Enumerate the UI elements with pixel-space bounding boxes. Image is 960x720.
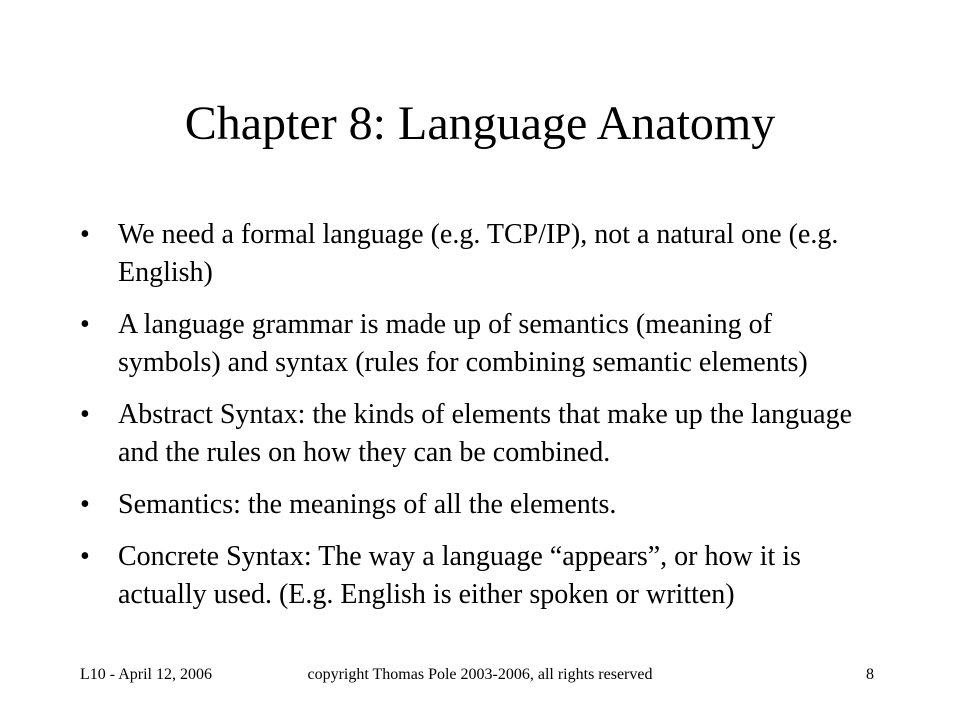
bullet-icon: • (80, 399, 90, 430)
bullet-icon: • (80, 219, 90, 250)
slide-title: Chapter 8: Language Anatomy (184, 97, 776, 150)
footer-page-number: 8 (866, 666, 874, 683)
bullet-text: Abstract Syntax: the kinds of elements that make up the language and the rules on how they can be combined. (118, 399, 853, 468)
bullet-text: Concrete Syntax: The way a language “appears”, or how it is actually used. (E.g. English is either spoken or written) (118, 541, 801, 610)
bullet-item (72, 216, 872, 292)
bullet-text: A language grammar is made up of semantics (meaning of symbols) and syntax (rules for combining semantic elements) (118, 309, 808, 378)
bullet-list (72, 216, 872, 628)
bullet-icon: • (80, 541, 90, 572)
bullet-item (72, 396, 872, 472)
bullet-item (72, 306, 872, 382)
footer-date: L10 - April 12, 2006 (80, 666, 212, 683)
bullet-item (72, 538, 872, 614)
bullet-icon: • (80, 489, 90, 520)
footer-copyright: copyright Thomas Pole 2003-2006, all rights reserved (307, 666, 653, 683)
bullet-item (72, 486, 872, 524)
bullet-text: Semantics: the meanings of all the elements. (118, 489, 617, 520)
bullet-icon: • (80, 309, 90, 340)
bullet-text: We need a formal language (e.g. TCP/IP), not a natural one (e.g. English) (118, 219, 839, 288)
